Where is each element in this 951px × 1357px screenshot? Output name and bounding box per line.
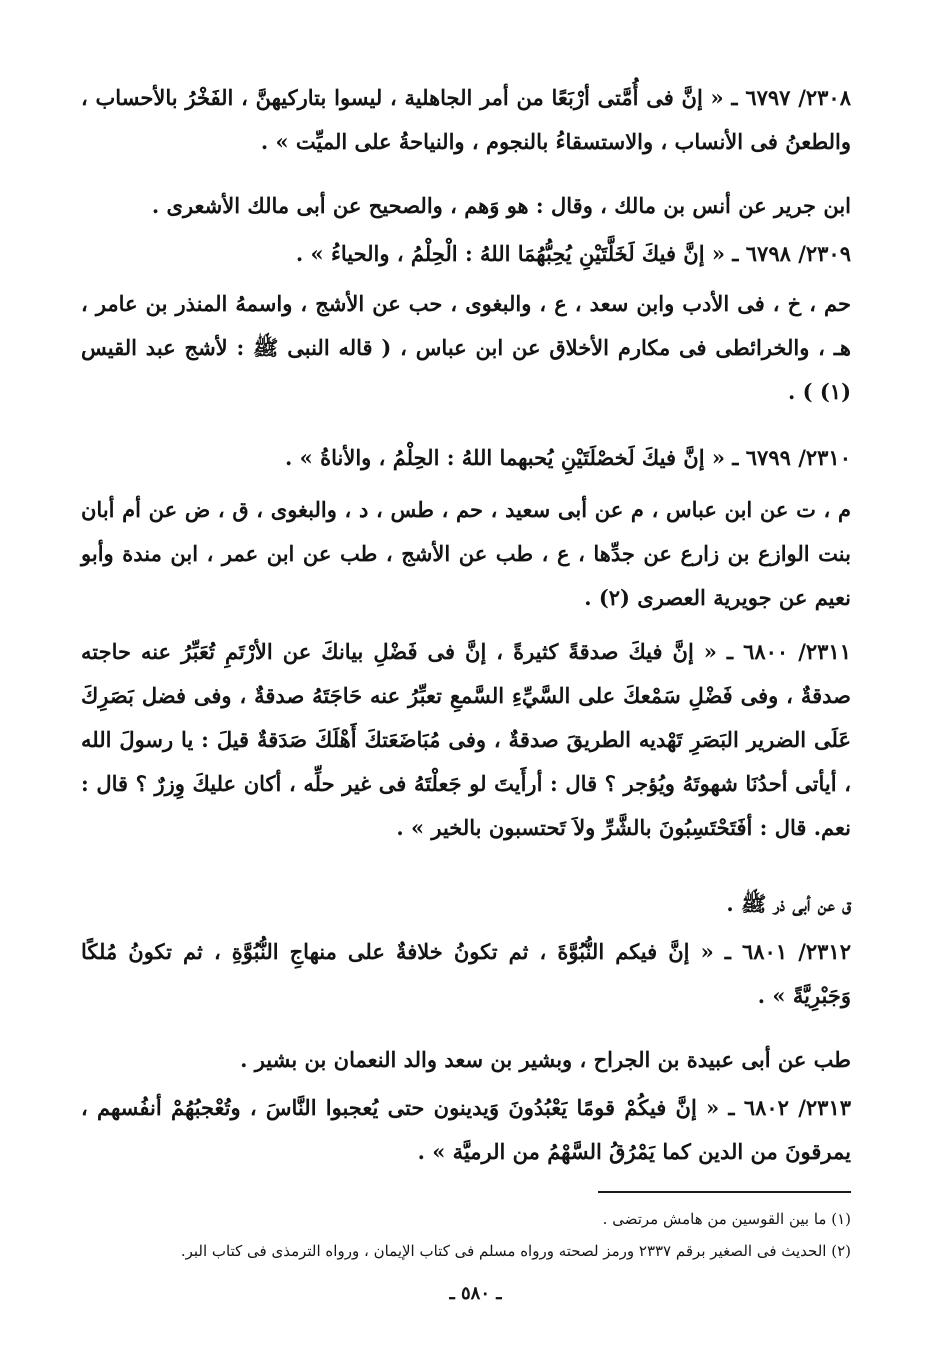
hadith-2308: ٢٣٠٨/ ٦٧٩٧ ـ « إنَّ فى أُمَّتى أرْبَعًا من أمر الجاهلية ، ليسوا بتاركيهنَّ ، الفَخْرُ بالأحساب ، والطعنُ فى الأنساب ، والاستسقاءُ بالنجوم ، والنياحةُ على الميِّت » . <box>81 85 851 154</box>
footnote-divider <box>598 1191 851 1193</box>
page-number: ـ ٥٨٠ ـ <box>449 1283 502 1304</box>
footnote-1: (١) ما بين القوسين من هامش مرتضى . <box>602 1210 851 1228</box>
source-2309: حم ، خ ، فى الأدب وابن سعد ، ع ، والبغوى ، حب عن الأشج ، واسمهُ المنذر بن عامر ، هـ ، والخرائطى فى مكارم الأخلاق عن ابن عباس ، ( قاله النبى ﷺ : لأشج عبد القيس (١) ) . <box>81 291 851 404</box>
hadith-2310: ٢٣١٠/ ٦٧٩٩ ـ « إنَّ فيكَ لَخصْلَتَيْنِ يُحبهما اللهُ : الحِلْمُ ، والأناةُ » . <box>285 445 851 470</box>
source-2308: ابن جرير عن أنس بن مالك ، وقال : هو وَهم ، والصحيح عن أبى مالك الأشعرى . <box>151 193 851 218</box>
hadith-2312: ٢٣١٢/ ٦٨٠١ ـ « إنَّ فيكم النُّبُوَّةَ ، ثم تكونُ خلافةٌ على منهاجِ النُّبُوَّةِ ، ثم تكونُ مُلكًا وَجَبْرِيَّةً » . <box>81 939 851 1008</box>
hadith-2311: ٢٣١١/ ٦٨٠٠ ـ « إنَّ فيكَ صدقةً كثيرةً ، إنَّ فى فَضْلِ بيانكَ عن الأرْتَمِ تُعَبِّرُ عنه حاجته صدقةٌ ، وفى فَضْلِ سَمْعكَ على السَّيِّءِ السَّمعِ تعبِّرُ عنه حَاجَتَهُ صدقةٌ ، وفى فضل بَصَرِكَ عَلَى الضرير البَصَرِ تَهْديه الطريقَ صدقةٌ ، وفى مُبَاضَعَتكَ أَهْلَكَ صَدَقةٌ قيلَ : يا رسولَ الله ، أيأتى أحدُنَا شهوتَهُ ويُؤجر ؟ قال : أرأَيتَ لو جَعلْتَهُ فى غير حلِّه ، أكان عليكَ وِزرٌ ؟ قال : نعم. قال : أفَتَحْتَسِبُونَ بالشَّرِّ ولاَ تَحتسبون بالخير » . <box>81 639 851 840</box>
hadith-2313: ٢٣١٣/ ٦٨٠٢ ـ « إنَّ فيكُمْ قومًا يَعْبُدُونَ وَيدينون حتى يُعجبوا النَّاسَ ، وتُعْجبُهُمْ أنفُسهم ، يمرقونَ من الدين كما يَمْرُقُ السَّهْمُ من الرميَّة » . <box>81 1095 852 1164</box>
hadith-2309: ٢٣٠٩/ ٦٧٩٨ ـ « إنَّ فيكَ لَخَلَّتَيْنِ يُحِبُّهُمَا اللهُ : الْحِلْمُ ، والحياءُ » . <box>295 241 851 266</box>
source-2310: م ، ت عن ابن عباس ، م عن أبى سعيد ، حم ، طس ، د ، والبغوى ، ق ، ض عن أم أبان بنت الوازع بن زارع عن جدِّها ، ع ، طب عن الأشج ، طب عن ابن عمر ، ابن مندة وأبو نعيم عن جويرية العصرى (٢) . <box>81 497 851 610</box>
source-2311: ق عن أبى ذر ﷺ . <box>726 891 851 916</box>
footnote-2: (٢) الحديث فى الصغير برقم ٢٣٣٧ ورمز لصحته ورواه مسلم فى كتاب الإيمان ، ورواه الترمذى فى كتاب البر. <box>180 1242 851 1260</box>
source-2312: طب عن أبى عبيدة بن الجراح ، وبشير بن سعد والد النعمان بن بشير . <box>240 1047 851 1072</box>
